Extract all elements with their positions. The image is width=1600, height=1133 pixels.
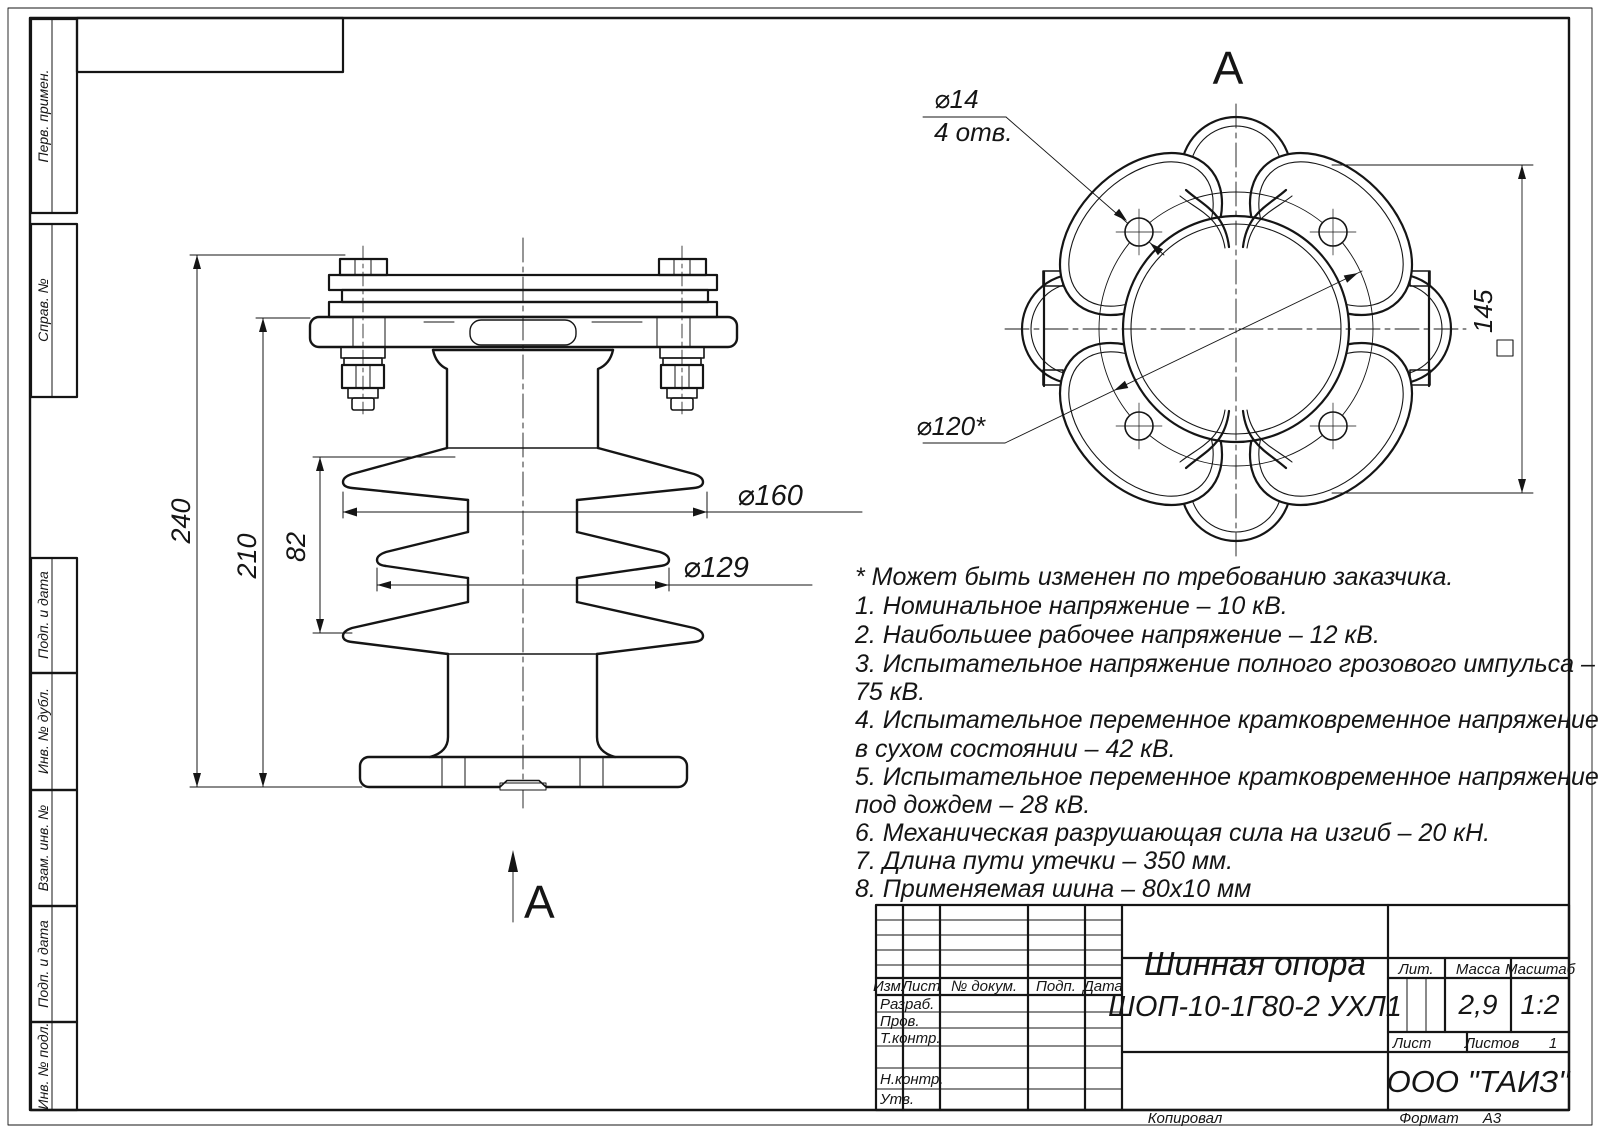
sheets-value: 1 <box>1548 1035 1558 1052</box>
margin-label-sprav-no: Справ. № <box>35 278 51 342</box>
view-direction-label: А <box>524 876 555 928</box>
note-line: 4. Испытательное переменное кратковременное напряжение <box>855 706 1599 734</box>
row-tkontr: Т.контр. <box>880 1030 941 1047</box>
note-line: 5. Испытательное переменное кратковременное напряжение <box>855 763 1599 791</box>
col-izm: Изм. <box>873 978 905 995</box>
dim-145: 145 <box>1468 289 1498 333</box>
row-razrab: Разраб. <box>880 996 935 1013</box>
front-dimension-arrows <box>193 255 707 787</box>
title-block <box>873 905 1576 1110</box>
margin-label-vzam-inv: Взам. инв. № <box>35 804 51 892</box>
note-line: 7. Длина пути утечки – 350 мм. <box>855 847 1234 875</box>
format-value: А3 <box>1482 1110 1502 1127</box>
row-prov: Пров. <box>880 1013 920 1030</box>
margin-label-podp-data-2: Подп. и дата <box>35 920 51 1008</box>
scale-label: Масштаб <box>1504 961 1576 978</box>
note-line: под дождем – 28 кВ. <box>855 791 1091 819</box>
company-name: ООО "ТАИЗ" <box>1386 1064 1570 1099</box>
note-line: 2. Наибольшее рабочее напряжение – 12 кВ. <box>855 621 1380 649</box>
flange-bar <box>310 317 737 347</box>
dim-210: 210 <box>232 533 262 579</box>
mass-label: Масса <box>1455 961 1501 978</box>
format-label: Формат <box>1399 1110 1459 1127</box>
row-nkontr: Н.контр. <box>880 1071 944 1088</box>
footer-margin <box>1148 1110 1502 1127</box>
bolt-left <box>340 259 387 410</box>
dim-240: 240 <box>166 498 196 544</box>
note-line: 75 кВ. <box>855 678 926 706</box>
scale-value: 1:2 <box>1520 989 1560 1020</box>
square-symbol <box>1497 340 1513 356</box>
note-line: 8. Применяемая шина – 80x10 мм <box>855 875 1252 903</box>
dim-hole-count: 4 отв. <box>934 117 1013 147</box>
copied-label: Копировал <box>1147 1110 1223 1127</box>
margin-label-inv-dubl: Инв. № дубл. <box>35 687 51 775</box>
margin-label-inv-podl: Инв. № подл. <box>35 1022 51 1110</box>
row-utv: Утв. <box>880 1091 915 1108</box>
top-left-stamp-cell <box>77 18 343 72</box>
note-line: * Может быть изменен по требованию заказчика. <box>855 563 1454 591</box>
front-view-insulator <box>166 238 862 928</box>
lit-label: Лит. <box>1398 961 1434 978</box>
col-podp: Подп. <box>1036 978 1076 995</box>
col-data: Дата <box>1083 978 1123 995</box>
col-list: Лист <box>901 978 941 995</box>
mass-value: 2,9 <box>1458 989 1498 1020</box>
technical-notes <box>854 563 1599 903</box>
note-line: в сухом состоянии – 42 кВ. <box>855 735 1176 763</box>
dim-d129: ⌀129 <box>683 552 749 584</box>
col-doc: № докум. <box>950 978 1018 995</box>
sheet-label: Лист <box>1392 1035 1432 1052</box>
dim-d14: ⌀14 <box>934 84 979 114</box>
view-direction-arrow <box>508 850 555 928</box>
margin-label-podp-data-1: Подп. и дата <box>35 571 51 659</box>
sheets-label: Листов <box>1464 1035 1520 1052</box>
note-line: 3. Испытательное напряжение полного грозового импульса – <box>855 650 1595 678</box>
document-designation: ШОП-10-1Г80-2 УХЛ1 <box>1108 991 1402 1023</box>
section-label: А <box>1212 42 1244 94</box>
note-line: 1. Номинальное напряжение – 10 кВ. <box>855 592 1288 620</box>
top-view-flange <box>916 42 1533 556</box>
note-line: 6. Механическая разрушающая сила на изгиб – 20 кН. <box>855 819 1491 847</box>
dim-d160: ⌀160 <box>737 480 803 512</box>
left-margin-blocks <box>31 19 77 1110</box>
document-name: Шинная опора <box>1144 945 1366 982</box>
dim-d120: ⌀120* <box>916 411 986 441</box>
front-view-dimensions <box>190 255 862 787</box>
dim-82: 82 <box>281 531 311 563</box>
bolt-right <box>659 259 706 410</box>
margin-label-perv-primen: Перв. примен. <box>35 69 51 163</box>
